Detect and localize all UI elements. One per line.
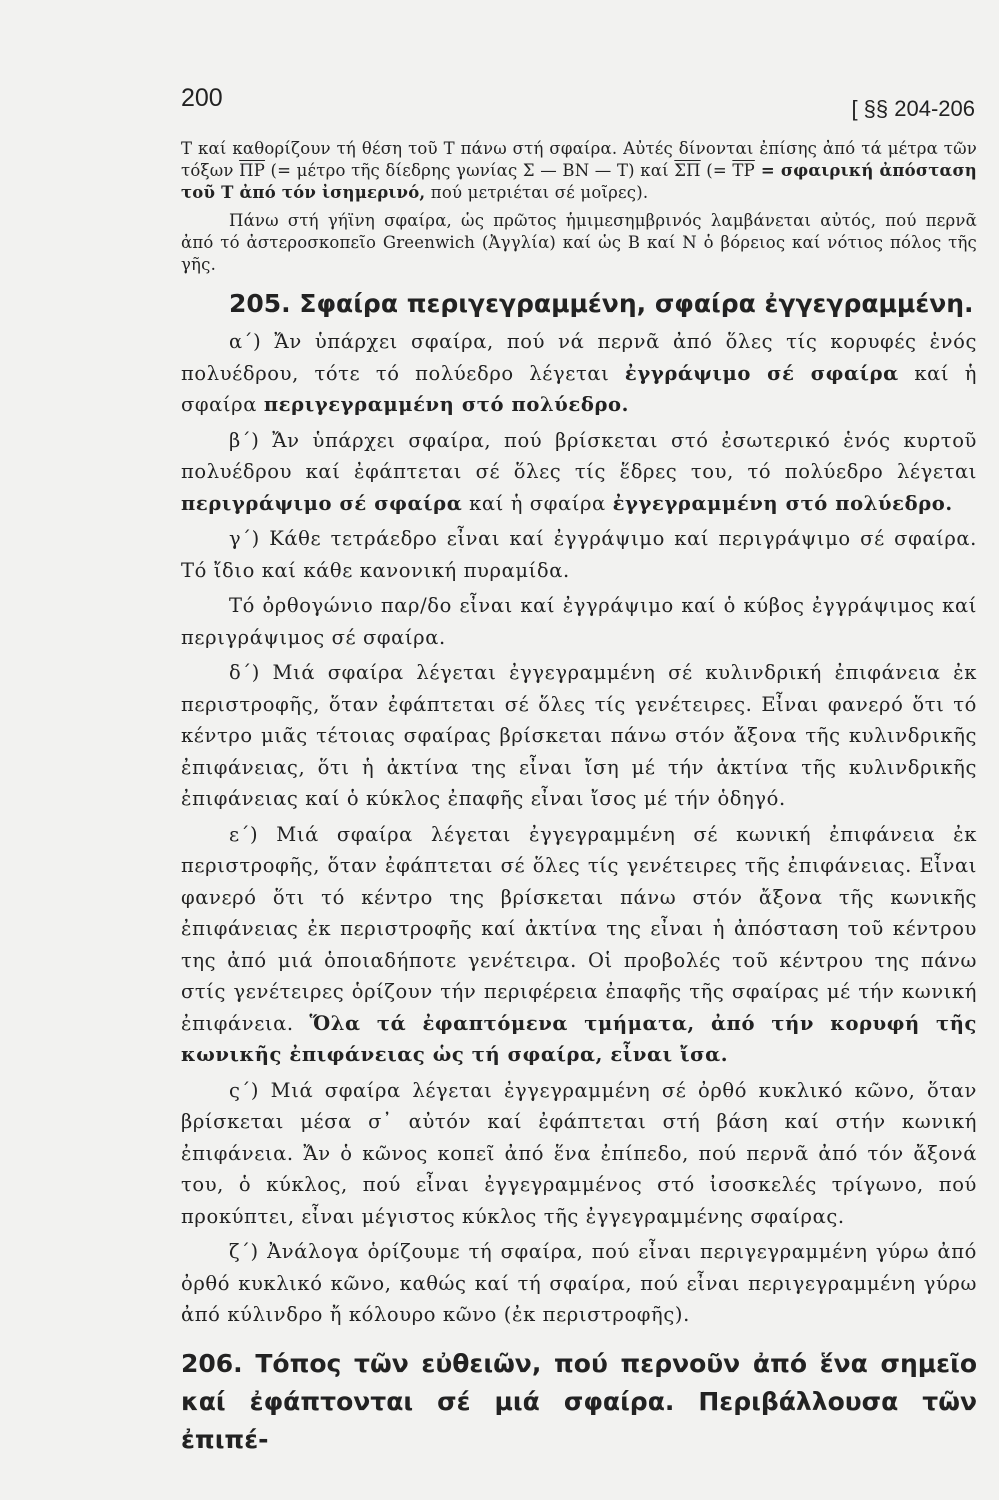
page-number: 200	[181, 84, 223, 112]
paragraph-c2: Τό ὀρθογώνιο παρ/δο εἶναι καί ἐγγράψιμο καί ὁ κύβος ἐγγράψιμος καί περιγράψιμος σέ σφαίρα.	[181, 594, 977, 649]
paragraph-f: ς΄) Μιά σφαίρα λέγεται ἐγγεγραμμένη σέ ὀρθό κυκλικό κῶνο, ὅταν βρίσκεται μέσα σ᾽ αὐτόν καί ἐφάπτεται στή βάση καί στήν κωνική ἐπιφάνεια. Ἄν ὁ κῶνος κοπεῖ ἀπό ἕνα ἐπίπεδο, πού περνᾶ ἀπό τόν ἄξονά του, ὁ κύκλος, πού εἶναι ἐγγεγραμμένος στό ἰσοσκελές τρίγωνο, πού προκύπτει, εἶναι μέγιστος κύκλος τῆς ἐγγεγραμμένης σφαίρας.	[181, 1078, 977, 1228]
paragraph-d: δ΄) Μιά σφαίρα λέγεται ἐγγεγραμμένη σέ κυλινδρική ἐπιφάνεια ἐκ περιστροφῆς, ὅταν ἐφάπτεται σέ ὅλες τίς γενέτειρες. Εἶναι φανερό ὅτι τό κέντρο μιᾶς τέτοιας σφαίρας βρίσκεται πάνω στόν ἄξονα τῆς κυλινδρικῆς ἐπιφάνειας, ὅτι ἡ ἀκτίνα της εἶναι ἴση μέ τήν ἀκτίνα τῆς κυλινδρικῆς ἐπιφάνειας καί ὁ κύκλος ἐπαφῆς εἶναι ἴσος μέ τήν ὁδηγό.	[181, 661, 977, 810]
paragraph-b: β΄) Ἄν ὑπάρχει σφαίρα, πού βρίσκεται στό ἐσωτερικό ἑνός κυρτοῦ πολυέδρου καί ἐφάπτεται σέ ὅλες τίς ἕδρες του, τό πολύεδρο λέγεται περιγράψιμο σέ σφαίρα καί ἡ σφαίρα ἐγγεγραμμένη στό πολύεδρο.	[181, 428, 977, 515]
paragraph-c: γ΄) Κάθε τετράεδρο εἶναι καί ἐγγράψιμο καί περιγράψιμο σέ σφαίρα. Τό ἴδιο καί κάθε κανονική πυραμίδα.	[181, 527, 977, 582]
paragraph-e: ε΄) Μιά σφαίρα λέγεται ἐγγεγραμμένη σέ κωνική ἐπιφάνεια ἐκ περιστροφῆς, ὅταν ἐφάπτεται σέ ὅλες τίς γενέτειρες τῆς ἐπιφάνειας. Εἶναι φανερό ὅτι τό κέντρο της βρίσκεται πάνω στόν ἄξονα τῆς κωνικῆς ἐπιφάνειας ἐκ περιστροφῆς καί ἀκτίνα της εἶναι ἡ ἀπόσταση τοῦ κέντρου της ἀπό μιά ὁποιαδήποτε γενέτειρα. Οἱ προβολές τοῦ κέντρου της πάνω στίς γενέτειρες ὁρίζουν τήν περιφέρεια ἐπαφῆς τῆς σφαίρας μέ τήν κωνική ἐπιφάνεια. Ὅλα τά ἐφαπτόμενα τμήματα, ἀπό τήν κορυφή τῆς κωνικῆς ἐπιφάνειας ὡς τή σφαίρα, εἶναι ἴσα.	[181, 822, 977, 1066]
arc-pr: $\overline{\Pi P}$	[239, 161, 266, 180]
arc-sp: $\overline{\Sigma\Pi}$	[674, 161, 701, 180]
paragraph-g: ζ΄) Ἀνάλογα ὁρίζουμε τή σφαίρα, πού εἶναι περιγεγραμμένη γύρω ἀπό ὀρθό κυκλικό κῶνο, καθώς καί τή σφαίρα, πού εἶναι περιγεγραμμένη γύρω ἀπό κύλινδρο ἤ κόλουρο κῶνο (ἐκ περιστροφῆς).	[181, 1240, 977, 1326]
paragraph-a: α΄) Ἄν ὑπάρχει σφαίρα, πού νά περνᾶ ἀπό ὅλες τίς κορυφές ἑνός πολυέδρου, τότε τό πολύεδρο λέγεται ἐγγράψιμο σέ σφαίρα καί ἡ σφαίρα περιγεγραμμένη στό πολύεδρο.	[181, 330, 977, 416]
intro-paragraph-1: Τ καί καθορίζουν τή θέση τοῦ Τ πάνω στή σφαίρα. Αὐτές δίνονται ἐπίσης ἀπό τά μέτρα τῶν τόξων $\overline{\Pi P}$ (= μέτρο τῆς δίεδρης γωνίας Σ — ΒΝ — Τ) καί $\overline{\Sigma\Pi}$ (= $\overline{TP} = \sigma\varphi\alpha\iota\rho\iota\kappa ή$ ἀπόσταση τοῦ Τ ἀπό τόν ἰσημερινό, πού μετριέται σέ μοῖρες).	[181, 139, 978, 202]
section-reference: [ §§ 204-206	[851, 96, 975, 121]
section-205-heading: 205. Σφαίρα περιγεγραμμένη, σφαίρα ἐγγεγραμμένη.	[229, 289, 974, 318]
intro-paragraph-2: Πάνω στή γήϊνη σφαίρα, ὡς πρῶτος ἡμιμεσημβρινός λαμβάνεται αὐτός, πού περνᾶ ἀπό τό ἀστεροσκοπεῖο Greenwich (Ἀγγλία) καί ὡς Β καί Ν ὁ βόρειος καί νότιος πόλος τῆς γῆς.	[181, 211, 977, 274]
page-header	[181, 84, 975, 124]
section-206-heading: 206. Τόπος τῶν εὐθειῶν, πού περνοῦν ἀπό ἕνα σημεῖο καί ἐφάπτονται σέ μιά σφαίρα. Περιβάλλουσα τῶν ἐπιπέ-	[181, 1348, 977, 1454]
page-body	[181, 138, 977, 1459]
arc-tr: $\overline{TP}$	[732, 161, 755, 180]
